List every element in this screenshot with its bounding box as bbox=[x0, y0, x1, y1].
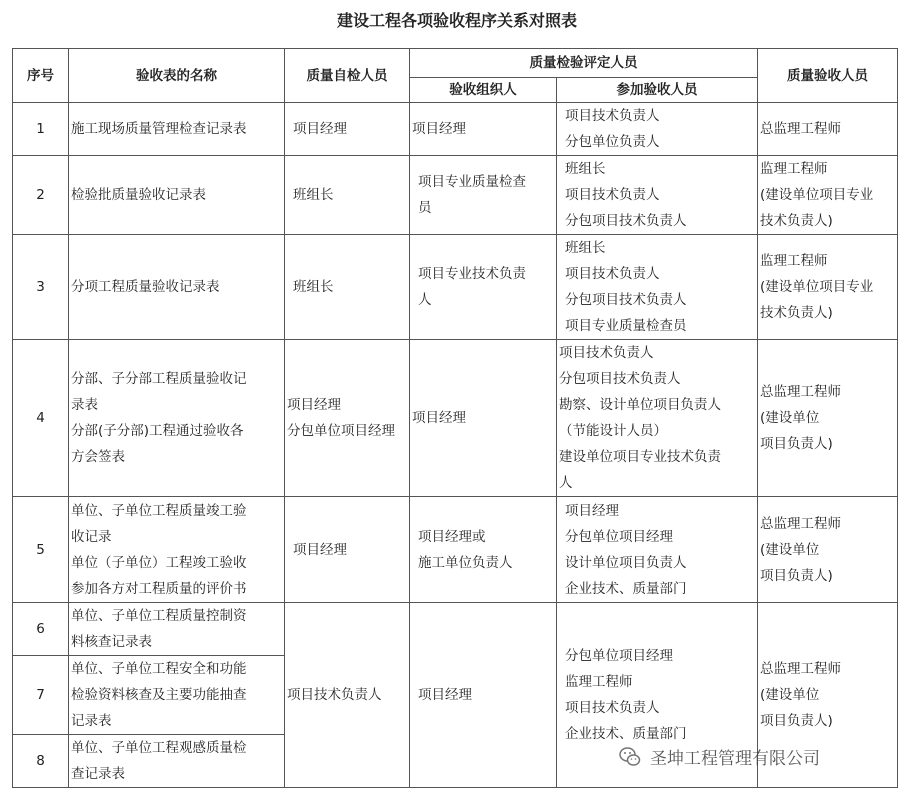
header-no: 序号 bbox=[13, 49, 69, 103]
organizer-cell bbox=[410, 497, 557, 603]
organizer-cell bbox=[410, 340, 557, 497]
cell-line: 建设单位项目专业技术负责 bbox=[559, 449, 721, 465]
cell-line: 监理工程师 bbox=[565, 674, 633, 690]
cell-line: (建设单位 bbox=[760, 541, 820, 558]
self-check-cell bbox=[285, 156, 410, 235]
cell-line: 项目负责人) bbox=[760, 713, 833, 729]
row-no: 5 bbox=[13, 497, 69, 603]
header-acceptance: 质量验收人员 bbox=[758, 49, 898, 103]
cell-line: 项目经理 bbox=[287, 397, 341, 413]
form-name-cell bbox=[69, 156, 285, 235]
form-name-cell bbox=[69, 103, 285, 156]
cell-line: 班组长 bbox=[565, 240, 606, 256]
cell-line: 企业技术、质量部门 bbox=[565, 580, 687, 597]
cell-line: 分包项目技术负责人 bbox=[559, 371, 681, 387]
cell-line: 分包单位负责人 bbox=[565, 134, 660, 150]
cell-line: （节能设计人员） bbox=[559, 423, 667, 439]
cell-line: 项目经理或 bbox=[418, 528, 486, 545]
organizer-cell bbox=[410, 103, 557, 156]
header-form-name: 验收表的名称 bbox=[69, 49, 285, 103]
cell-line: 班组长 bbox=[565, 161, 606, 177]
row-no: 3 bbox=[13, 235, 69, 340]
cell-line: 分项工程质量验收记录表 bbox=[71, 279, 220, 295]
watermark bbox=[618, 744, 820, 769]
cell-line: 单位（子单位）工程竣工验收 bbox=[71, 554, 247, 571]
participants-cell bbox=[557, 103, 758, 156]
watermark-text: 圣坤工程管理有限公司 bbox=[650, 749, 820, 769]
row-no: 8 bbox=[13, 735, 69, 788]
form-name-cell bbox=[69, 656, 285, 735]
self-check-cell bbox=[285, 235, 410, 340]
cell-line: 班组长 bbox=[293, 187, 334, 203]
cell-line: 录表 bbox=[71, 397, 98, 413]
organizer-cell bbox=[410, 603, 557, 788]
acceptance-cell bbox=[758, 103, 898, 156]
cell-line: 人 bbox=[559, 475, 573, 491]
cell-line: 记录表 bbox=[71, 713, 112, 729]
cell-line: 总监理工程师 bbox=[760, 515, 841, 532]
cell-line: 料核查记录表 bbox=[71, 634, 152, 650]
cell-line: 单位、子单位工程安全和功能 bbox=[71, 661, 247, 677]
row-no: 2 bbox=[13, 156, 69, 235]
header-self-check: 质量自检人员 bbox=[285, 49, 410, 103]
acceptance-cell bbox=[758, 235, 898, 340]
cell-line: 查记录表 bbox=[71, 766, 125, 782]
participants-cell bbox=[557, 497, 758, 603]
cell-line: 项目经理 bbox=[412, 410, 466, 426]
row-no: 6 bbox=[13, 603, 69, 656]
cell-line: 项目技术负责人 bbox=[565, 187, 660, 203]
cell-line: 分部(子分部)工程通过验收各 bbox=[71, 423, 244, 439]
cell-line: 项目经理 bbox=[412, 121, 466, 137]
row-no: 1 bbox=[13, 103, 69, 156]
acceptance-cell bbox=[758, 497, 898, 603]
header-inspection-group: 质量检验评定人员 bbox=[410, 49, 758, 78]
cell-line: 监理工程师 bbox=[760, 161, 828, 177]
cell-line: 收记录 bbox=[71, 528, 112, 545]
row-no: 7 bbox=[13, 656, 69, 735]
acceptance-table bbox=[12, 48, 898, 788]
cell-line: 施工现场质量管理检查记录表 bbox=[71, 121, 247, 137]
cell-line: 总监理工程师 bbox=[760, 121, 841, 137]
cell-line: 企业技术、质量部门 bbox=[565, 726, 687, 742]
cell-line: 设计单位项目负责人 bbox=[565, 554, 687, 571]
cell-line: 分包单位项目经理 bbox=[565, 648, 673, 664]
form-name-cell bbox=[69, 235, 285, 340]
page-title: 建设工程各项验收程序关系对照表 bbox=[336, 11, 577, 30]
cell-line: (建设单位项目专业 bbox=[760, 279, 874, 295]
cell-line: 方会签表 bbox=[71, 449, 125, 465]
cell-line: 员 bbox=[418, 200, 432, 216]
cell-line: 监理工程师 bbox=[760, 253, 828, 269]
cell-line: 项目专业技术负责 bbox=[418, 266, 526, 282]
cell-line: 项目技术负责人 bbox=[565, 700, 660, 716]
cell-line: 分包单位项目经理 bbox=[565, 528, 673, 545]
row-no: 4 bbox=[13, 340, 69, 497]
cell-line: 项目专业质量检查员 bbox=[565, 318, 687, 334]
cell-line: 项目技术负责人 bbox=[287, 687, 382, 703]
acceptance-cell bbox=[758, 156, 898, 235]
header-participants: 参加验收人员 bbox=[557, 78, 758, 103]
cell-line: 检验资料核查及主要功能抽查 bbox=[71, 687, 247, 703]
self-check-cell bbox=[285, 103, 410, 156]
cell-line: 勘察、设计单位项目负责人 bbox=[559, 397, 721, 413]
form-name-cell bbox=[69, 735, 285, 788]
cell-line: 施工单位负责人 bbox=[418, 554, 513, 571]
wechat-icon bbox=[618, 745, 642, 769]
header-organizer: 验收组织人 bbox=[410, 78, 557, 103]
cell-line: 总监理工程师 bbox=[760, 384, 841, 400]
form-name-cell bbox=[69, 497, 285, 603]
cell-line: 单位、子单位工程质量控制资 bbox=[71, 608, 247, 624]
cell-line: 参加各方对工程质量的评价书 bbox=[71, 580, 247, 597]
cell-line: (建设单位 bbox=[760, 687, 820, 703]
cell-line: (建设单位项目专业 bbox=[760, 187, 874, 203]
cell-line: 单位、子单位工程观感质量检 bbox=[71, 740, 247, 756]
acceptance-cell bbox=[758, 340, 898, 497]
self-check-cell bbox=[285, 603, 410, 788]
cell-line: 项目负责人) bbox=[760, 436, 833, 452]
cell-line: 项目负责人) bbox=[760, 567, 833, 584]
cell-line: 人 bbox=[418, 292, 432, 308]
form-name-cell bbox=[69, 340, 285, 497]
self-check-cell bbox=[285, 340, 410, 497]
cell-line: 项目经理 bbox=[565, 502, 619, 519]
cell-line: 项目经理 bbox=[293, 541, 347, 558]
cell-line: 技术负责人) bbox=[760, 305, 833, 321]
cell-line: 分包项目技术负责人 bbox=[565, 292, 687, 308]
cell-line: 项目技术负责人 bbox=[559, 345, 654, 361]
participants-cell bbox=[557, 235, 758, 340]
cell-line: 项目专业质量检查 bbox=[418, 174, 526, 190]
cell-line: 项目经理 bbox=[418, 687, 472, 703]
cell-line: 单位、子单位工程质量竣工验 bbox=[71, 502, 247, 519]
cell-line: 分部、子分部工程质量验收记 bbox=[71, 371, 247, 387]
cell-line: 技术负责人) bbox=[760, 213, 833, 229]
participants-cell bbox=[557, 340, 758, 497]
cell-line: 班组长 bbox=[293, 279, 334, 295]
cell-line: 检验批质量验收记录表 bbox=[71, 187, 206, 203]
cell-line: 总监理工程师 bbox=[760, 661, 841, 677]
organizer-cell bbox=[410, 156, 557, 235]
cell-line: 分包单位项目经理 bbox=[287, 423, 395, 439]
participants-cell bbox=[557, 156, 758, 235]
cell-line: 分包项目技术负责人 bbox=[565, 213, 687, 229]
cell-line: 项目技术负责人 bbox=[565, 108, 660, 124]
cell-line: 项目经理 bbox=[293, 121, 347, 137]
cell-line: 项目技术负责人 bbox=[565, 266, 660, 282]
organizer-cell bbox=[410, 235, 557, 340]
cell-line: (建设单位 bbox=[760, 410, 820, 426]
form-name-cell bbox=[69, 603, 285, 656]
self-check-cell bbox=[285, 497, 410, 603]
